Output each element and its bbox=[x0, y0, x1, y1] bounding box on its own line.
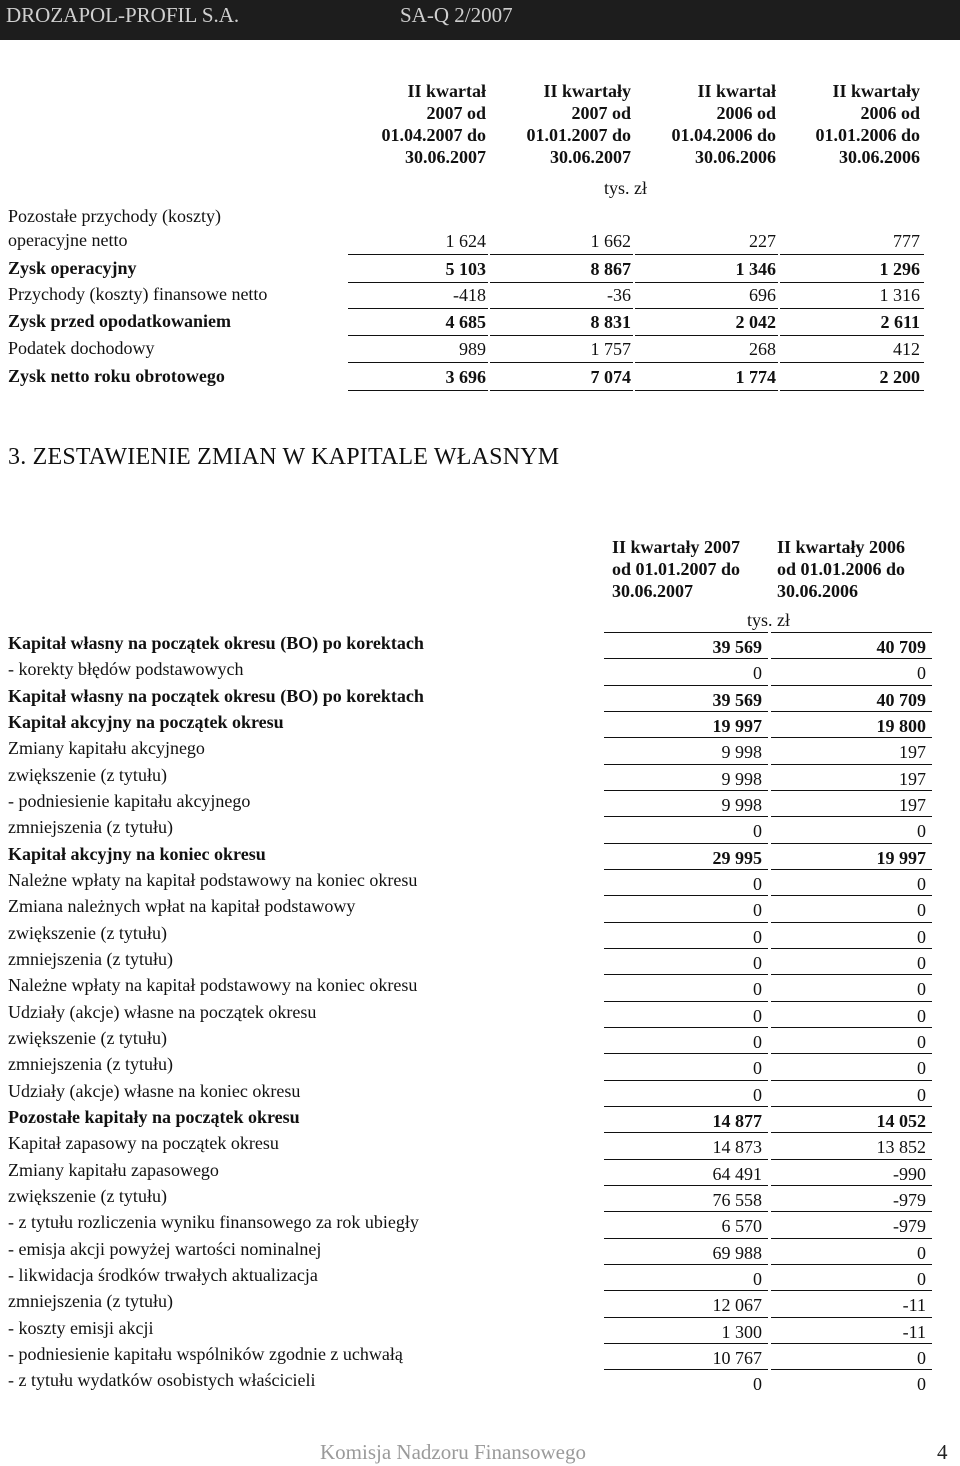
table-cell: 5 103 bbox=[445, 259, 486, 279]
row-label: Zysk przed opodatkowaniem bbox=[8, 311, 232, 331]
table-cell: 0 bbox=[753, 927, 762, 947]
row-rule bbox=[771, 1027, 932, 1028]
column-header-line: 01.04.2006 do bbox=[671, 125, 776, 145]
row-rule bbox=[604, 711, 768, 712]
row-label: zmniejszenia (z tytułu) bbox=[8, 817, 173, 837]
table-cell: 1 624 bbox=[445, 231, 486, 251]
row-label: - z tytułu rozliczenia wyniku finansowego za rok ubiegły bbox=[8, 1212, 419, 1232]
row-label: Kapitał zapasowy na początek okresu bbox=[8, 1133, 279, 1153]
table-cell: 39 569 bbox=[712, 637, 762, 657]
row-label: Kapitał własny na początek okresu (BO) po korektach bbox=[8, 686, 424, 706]
table-cell: 197 bbox=[899, 795, 926, 815]
table-cell: -979 bbox=[893, 1216, 926, 1236]
row-rule bbox=[771, 790, 932, 791]
column-header-line: od 01.01.2006 do bbox=[777, 559, 906, 579]
row-rule bbox=[604, 1027, 768, 1028]
row-rule bbox=[771, 1185, 932, 1186]
table-cell: 0 bbox=[917, 927, 926, 947]
row-rule bbox=[604, 764, 768, 765]
row-rule bbox=[780, 335, 924, 336]
row-rule bbox=[604, 895, 768, 896]
table-cell: 0 bbox=[917, 1348, 926, 1368]
row-rule bbox=[771, 1132, 932, 1133]
row-label: Kapitał akcyjny na początek okresu bbox=[8, 712, 284, 732]
row-rule bbox=[771, 1290, 932, 1291]
row-rule bbox=[771, 1211, 932, 1212]
row-label: - korekty błędów podstawowych bbox=[8, 659, 244, 679]
table-cell: 1 300 bbox=[721, 1322, 762, 1342]
row-rule bbox=[348, 308, 488, 309]
table-cell: 76 558 bbox=[712, 1190, 762, 1210]
table-cell: 0 bbox=[917, 821, 926, 841]
table-cell: 268 bbox=[749, 339, 776, 359]
row-rule bbox=[604, 1343, 768, 1344]
row-rule bbox=[604, 1053, 768, 1054]
column-header-line: 2007 od bbox=[571, 103, 631, 123]
row-rule bbox=[490, 308, 633, 309]
table-cell: 0 bbox=[753, 1032, 762, 1052]
row-rule bbox=[490, 390, 633, 391]
row-label: zmniejszenia (z tytułu) bbox=[8, 1291, 173, 1311]
row-rule bbox=[771, 895, 932, 896]
row-label: - z tytułu wydatków osobistych właścicieli bbox=[8, 1370, 316, 1390]
row-label: Zysk operacyjny bbox=[8, 258, 137, 278]
row-rule bbox=[771, 737, 932, 738]
row-label: - emisja akcji powyżej wartości nominalnej bbox=[8, 1239, 322, 1259]
row-rule bbox=[490, 282, 633, 283]
table-cell: 10 767 bbox=[712, 1348, 762, 1368]
row-rule bbox=[771, 764, 932, 765]
table-cell: 8 867 bbox=[590, 259, 631, 279]
row-rule bbox=[604, 1317, 768, 1318]
row-rule bbox=[604, 658, 768, 659]
column-header-line: II kwartały 2007 bbox=[612, 537, 741, 557]
row-rule bbox=[604, 974, 768, 975]
table-cell: 0 bbox=[753, 821, 762, 841]
table-cell: 412 bbox=[893, 339, 920, 359]
row-label: Przychody (koszty) finansowe netto bbox=[8, 284, 268, 304]
row-rule bbox=[771, 948, 932, 949]
row-label: Zmiana należnych wpłat na kapitał podstawowy bbox=[8, 896, 356, 916]
table-cell: 2 611 bbox=[880, 312, 920, 332]
table-cell: 0 bbox=[753, 1006, 762, 1026]
table-cell: 3 696 bbox=[445, 367, 486, 387]
row-label: Należne wpłaty na kapitał podstawowy na koniec okresu bbox=[8, 870, 418, 890]
row-rule bbox=[771, 1053, 932, 1054]
column-header-line: 30.06.2007 bbox=[550, 147, 631, 167]
table-cell: 227 bbox=[749, 231, 776, 251]
table-cell: 29 995 bbox=[712, 848, 762, 868]
row-rule bbox=[604, 1211, 768, 1212]
column-header-line: 30.06.2007 bbox=[612, 581, 693, 601]
table-cell: 8 831 bbox=[590, 312, 631, 332]
column-header-line: 2006 od bbox=[860, 103, 920, 123]
table-cell: 197 bbox=[899, 742, 926, 762]
row-rule bbox=[604, 1159, 768, 1160]
table-cell: 64 491 bbox=[712, 1164, 762, 1184]
table-cell: 0 bbox=[917, 663, 926, 683]
row-rule bbox=[348, 335, 488, 336]
row-rule bbox=[771, 711, 932, 712]
row-label: Należne wpłaty na kapitał podstawowy na koniec okresu bbox=[8, 975, 418, 995]
row-rule bbox=[348, 254, 488, 255]
table-cell: 0 bbox=[753, 1269, 762, 1289]
row-rule bbox=[604, 948, 768, 949]
column-header-line: 30.06.2006 bbox=[839, 147, 920, 167]
row-label: Zysk netto roku obrotowego bbox=[8, 366, 225, 386]
row-label: - likwidacja środków trwałych aktualizacja bbox=[8, 1265, 318, 1285]
row-rule bbox=[604, 632, 768, 633]
row-label: zwiększenie (z tytułu) bbox=[8, 923, 167, 943]
row-rule bbox=[604, 737, 768, 738]
row-rule bbox=[771, 1106, 932, 1107]
row-rule bbox=[490, 335, 633, 336]
row-rule bbox=[771, 1317, 932, 1318]
table-cell: 0 bbox=[917, 1006, 926, 1026]
row-rule bbox=[604, 790, 768, 791]
table-cell: 0 bbox=[917, 1243, 926, 1263]
table-cell: 0 bbox=[917, 1058, 926, 1078]
table-cell: 39 569 bbox=[712, 690, 762, 710]
row-label: zwiększenie (z tytułu) bbox=[8, 765, 167, 785]
column-header-line: II kwartały bbox=[543, 81, 631, 101]
row-rule bbox=[771, 843, 932, 844]
row-rule bbox=[604, 1369, 768, 1370]
column-header-line: 30.06.2007 bbox=[405, 147, 486, 167]
footer-text: Komisja Nadzoru Finansowego bbox=[320, 1440, 586, 1464]
table-cell: 989 bbox=[459, 339, 486, 359]
column-header-line: od 01.01.2007 do bbox=[612, 559, 741, 579]
row-label: zmniejszenia (z tytułu) bbox=[8, 949, 173, 969]
row-rule bbox=[771, 685, 932, 686]
row-rule bbox=[771, 922, 932, 923]
column-header-line: II kwartały 2006 bbox=[777, 537, 906, 557]
table-cell: 0 bbox=[753, 1374, 762, 1394]
column-header-line: 01.01.2006 do bbox=[815, 125, 920, 145]
row-rule bbox=[604, 1264, 768, 1265]
table-cell: 69 988 bbox=[712, 1243, 762, 1263]
table-cell: 0 bbox=[753, 1085, 762, 1105]
row-rule bbox=[780, 390, 924, 391]
table-cell: 19 997 bbox=[712, 716, 762, 736]
row-rule bbox=[604, 816, 768, 817]
row-rule bbox=[635, 308, 778, 309]
table-cell: 1 757 bbox=[590, 339, 631, 359]
row-rule bbox=[604, 1185, 768, 1186]
row-rule bbox=[771, 632, 932, 633]
row-rule bbox=[771, 1264, 932, 1265]
table-cell: 0 bbox=[917, 1032, 926, 1052]
table-cell: 0 bbox=[753, 874, 762, 894]
row-rule bbox=[348, 282, 488, 283]
table-cell: 7 074 bbox=[590, 367, 631, 387]
table-cell: 0 bbox=[753, 1058, 762, 1078]
row-rule bbox=[771, 869, 932, 870]
row-rule bbox=[780, 362, 924, 363]
row-rule bbox=[771, 816, 932, 817]
row-label: Zmiany kapitału zapasowego bbox=[8, 1160, 219, 1180]
table-cell: 197 bbox=[899, 769, 926, 789]
row-rule bbox=[604, 1132, 768, 1133]
row-rule bbox=[348, 362, 488, 363]
table-cell: -990 bbox=[893, 1164, 926, 1184]
table-cell: 0 bbox=[917, 874, 926, 894]
row-rule bbox=[771, 1001, 932, 1002]
row-label: Udziały (akcje) własne na koniec okresu bbox=[8, 1081, 301, 1101]
table-cell: 9 998 bbox=[721, 769, 762, 789]
table-cell: 0 bbox=[917, 953, 926, 973]
table-cell: 696 bbox=[749, 285, 776, 305]
row-rule bbox=[771, 1080, 932, 1081]
column-header bbox=[346, 80, 486, 168]
row-label: - koszty emisji akcji bbox=[8, 1318, 154, 1338]
table-cell: 2 200 bbox=[879, 367, 920, 387]
row-rule bbox=[490, 254, 633, 255]
column-header-line: 2006 od bbox=[716, 103, 776, 123]
row-rule bbox=[490, 362, 633, 363]
row-label: zwiększenie (z tytułu) bbox=[8, 1028, 167, 1048]
row-label: operacyjne netto bbox=[8, 230, 128, 250]
page-number: 4 bbox=[937, 1440, 948, 1464]
column-header bbox=[780, 80, 920, 168]
table-cell: 14 873 bbox=[712, 1137, 762, 1157]
row-label: Kapitał akcyjny na koniec okresu bbox=[8, 844, 266, 864]
row-rule bbox=[635, 390, 778, 391]
table-cell: -11 bbox=[902, 1322, 926, 1342]
table-cell: -36 bbox=[607, 285, 631, 305]
row-rule bbox=[635, 362, 778, 363]
table-cell: 12 067 bbox=[712, 1295, 762, 1315]
column-header-line: 01.01.2007 do bbox=[526, 125, 631, 145]
table-cell: 19 800 bbox=[876, 716, 926, 736]
column-header bbox=[491, 80, 631, 168]
row-rule bbox=[771, 1369, 932, 1370]
row-label: Podatek dochodowy bbox=[8, 338, 155, 358]
table-cell: 40 709 bbox=[876, 690, 926, 710]
row-label: Kapitał własny na początek okresu (BO) po korektach bbox=[8, 633, 424, 653]
row-label: Pozostałe przychody (koszty) bbox=[8, 206, 221, 226]
table-cell: 0 bbox=[917, 900, 926, 920]
section-title: 3. ZESTAWIENIE ZMIAN W KAPITALE WŁASNYM bbox=[8, 444, 560, 470]
table-cell: 19 997 bbox=[876, 848, 926, 868]
row-rule bbox=[771, 1343, 932, 1344]
table-cell: 6 570 bbox=[721, 1216, 762, 1236]
column-header-line: 01.04.2007 do bbox=[381, 125, 486, 145]
table-cell: 0 bbox=[917, 979, 926, 999]
table-cell: 1 346 bbox=[735, 259, 776, 279]
table-cell: 13 852 bbox=[876, 1137, 926, 1157]
table-cell: 40 709 bbox=[876, 637, 926, 657]
row-rule bbox=[635, 254, 778, 255]
row-rule bbox=[604, 685, 768, 686]
table-cell: 1 316 bbox=[879, 285, 920, 305]
row-rule bbox=[604, 922, 768, 923]
row-label: zmniejszenia (z tytułu) bbox=[8, 1054, 173, 1074]
company-name: DROZAPOL-PROFIL S.A. bbox=[6, 3, 240, 27]
column-header-line: II kwartał bbox=[697, 81, 776, 101]
column-header-line: II kwartał bbox=[407, 81, 486, 101]
row-rule bbox=[635, 282, 778, 283]
row-label: Pozostałe kapitały na początek okresu bbox=[8, 1107, 300, 1127]
row-rule bbox=[604, 1080, 768, 1081]
table-cell: -11 bbox=[902, 1295, 926, 1315]
table-cell: 0 bbox=[753, 953, 762, 973]
column-header-line: 2007 od bbox=[426, 103, 486, 123]
table-cell: 0 bbox=[753, 900, 762, 920]
row-label: zwiększenie (z tytułu) bbox=[8, 1186, 167, 1206]
row-rule bbox=[348, 390, 488, 391]
row-rule bbox=[771, 974, 932, 975]
table-cell: 14 052 bbox=[876, 1111, 926, 1131]
row-label: - podniesienie kapitału akcyjnego bbox=[8, 791, 251, 811]
table-cell: -418 bbox=[453, 285, 486, 305]
row-rule bbox=[604, 1290, 768, 1291]
row-rule bbox=[604, 843, 768, 844]
unit-label: tys. zł bbox=[747, 610, 790, 630]
row-rule bbox=[771, 658, 932, 659]
table-cell: 0 bbox=[917, 1085, 926, 1105]
row-rule bbox=[635, 335, 778, 336]
table-cell: 4 685 bbox=[445, 312, 486, 332]
table-cell: 1 774 bbox=[735, 367, 776, 387]
row-rule bbox=[780, 254, 924, 255]
table-cell: 0 bbox=[917, 1374, 926, 1394]
row-label: - podniesienie kapitału wspólników zgodnie z uchwałą bbox=[8, 1344, 403, 1364]
row-label: Zmiany kapitału akcyjnego bbox=[8, 738, 205, 758]
unit-label: tys. zł bbox=[604, 178, 647, 198]
column-header bbox=[777, 536, 905, 602]
table-cell: 14 877 bbox=[712, 1111, 762, 1131]
row-rule bbox=[604, 1001, 768, 1002]
row-rule bbox=[604, 869, 768, 870]
column-header-line: 30.06.2006 bbox=[695, 147, 776, 167]
row-rule bbox=[771, 1238, 932, 1239]
row-rule bbox=[771, 1159, 932, 1160]
row-rule bbox=[780, 308, 924, 309]
table-cell: 0 bbox=[753, 663, 762, 683]
column-header-line: II kwartały bbox=[832, 81, 920, 101]
table-cell: -979 bbox=[893, 1190, 926, 1210]
column-header bbox=[636, 80, 776, 168]
column-header-line: 30.06.2006 bbox=[777, 581, 858, 601]
table-cell: 0 bbox=[753, 979, 762, 999]
table-cell: 0 bbox=[917, 1269, 926, 1289]
table-cell: 777 bbox=[893, 231, 920, 251]
table-cell: 9 998 bbox=[721, 742, 762, 762]
table-cell: 1 296 bbox=[879, 259, 920, 279]
table-cell: 2 042 bbox=[735, 312, 776, 332]
row-rule bbox=[780, 282, 924, 283]
report-code: SA-Q 2/2007 bbox=[400, 3, 513, 27]
document-header bbox=[0, 0, 960, 40]
table-cell: 9 998 bbox=[721, 795, 762, 815]
row-label: Udziały (akcje) własne na początek okresu bbox=[8, 1002, 317, 1022]
row-rule bbox=[604, 1106, 768, 1107]
table-cell: 1 662 bbox=[590, 231, 631, 251]
column-header bbox=[612, 536, 740, 602]
row-rule bbox=[604, 1238, 768, 1239]
